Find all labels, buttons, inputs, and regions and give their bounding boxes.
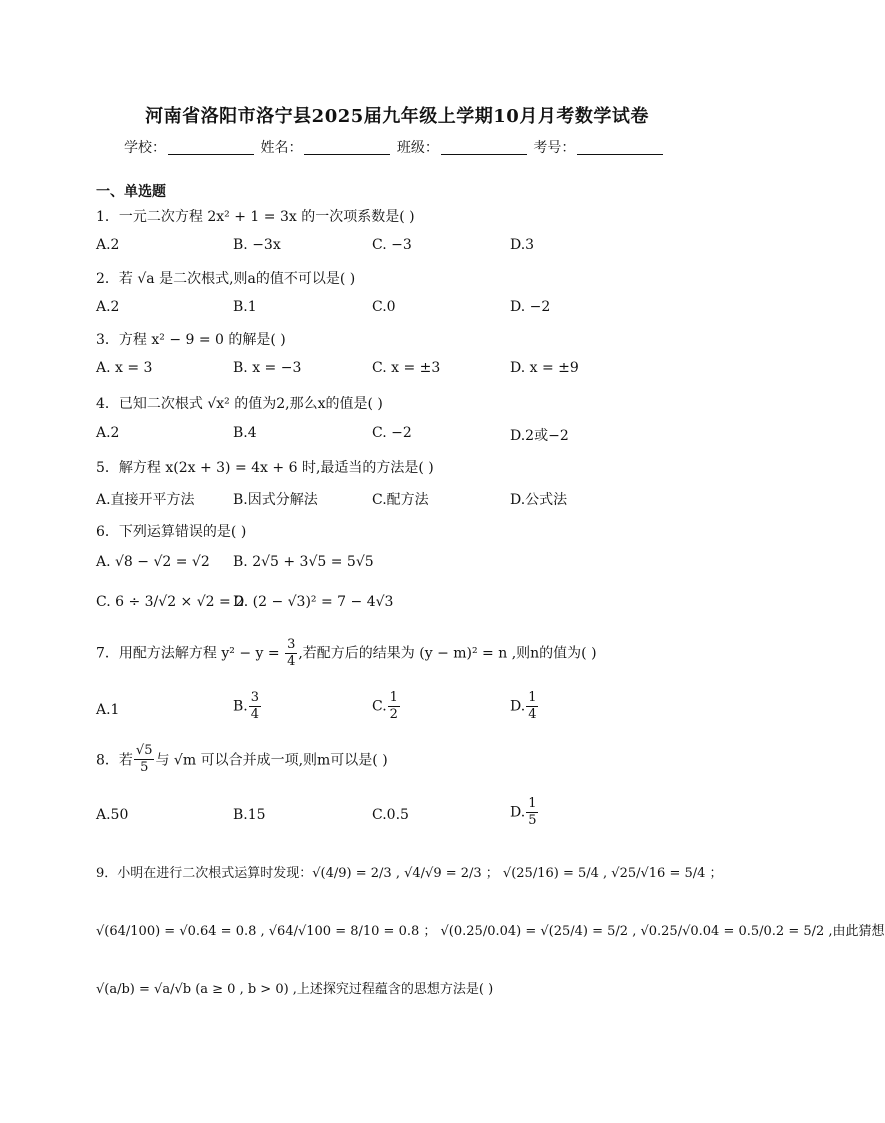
- q7-option-d[interactable]: D. $\frac{1}{4}$: [510, 690, 537, 722]
- q3-option-d[interactable]: D. x = ±9: [510, 360, 579, 376]
- number-label: 考号：: [533, 140, 576, 156]
- class-label: 班级：: [396, 140, 439, 156]
- q4-option-a[interactable]: A.2: [96, 425, 120, 441]
- q5-option-a[interactable]: A.直接开平方法: [96, 492, 195, 508]
- q7-text-post: ,若配方后的结果为 (y − m)² = n ,则n的值为( ): [298, 645, 597, 662]
- question-6: 6．下列运算错误的是( ): [96, 524, 247, 540]
- q2-option-b[interactable]: B.1: [233, 299, 257, 315]
- q7-option-b[interactable]: B. $\frac{3}{4}$: [233, 690, 260, 722]
- q3-option-a[interactable]: A. x = 3: [96, 360, 153, 376]
- question-5: 5．解方程 x(2x + 3) = 4x + 6 时,最适当的方法是( ): [96, 460, 434, 476]
- question-8: 8．若 $\frac{√5}{5}$ 与 √m 可以合并成一项,则m可以是( ): [96, 743, 388, 775]
- q7-option-a[interactable]: A.1: [96, 702, 120, 718]
- q7-fraction: $\frac{3}{4}$: [287, 637, 296, 669]
- question-2: 2．若 √a 是二次根式,则a的值不可以是( ): [96, 271, 356, 287]
- student-info-line: [124, 137, 665, 157]
- q5-option-c[interactable]: C.配方法: [372, 492, 429, 508]
- q8-option-c[interactable]: C.0.5: [372, 807, 409, 823]
- question-4: 4．已知二次根式 √x² 的值为2,那么x的值是( ): [96, 396, 383, 412]
- q6-option-d[interactable]: D. (2 − √3)² = 7 − 4√3: [233, 594, 394, 610]
- q4-option-c[interactable]: C. −2: [372, 425, 412, 441]
- q5-option-b[interactable]: B.因式分解法: [233, 492, 318, 508]
- q8-option-b[interactable]: B.15: [233, 807, 266, 823]
- q8-option-d[interactable]: D. $\frac{1}{5}$: [510, 796, 537, 828]
- q2-option-a[interactable]: A.2: [96, 299, 120, 315]
- q8-option-a[interactable]: A.50: [96, 807, 129, 823]
- q1-option-b[interactable]: B. −3x: [233, 237, 281, 253]
- q6-option-b[interactable]: B. 2√5 + 3√5 = 5√5: [233, 554, 374, 570]
- question-9-line-1: 9．小明在进行二次根式运算时发现：√(4/9) = 2/3 , √4/√9 = 2/3 ； √(25/16) = 5/4 , √25/√16 = 5/4 ；: [96, 866, 723, 881]
- question-3: 3．方程 x² − 9 = 0 的解是( ): [96, 332, 286, 348]
- question-1: 1．一元二次方程 2x² + 1 = 3x 的一次项系数是( ): [96, 209, 415, 225]
- name-label: 姓名：: [260, 140, 303, 156]
- q3-option-c[interactable]: C. x = ±3: [372, 360, 441, 376]
- q7-option-c[interactable]: C. $\frac{1}{2}$: [372, 690, 398, 722]
- number-blank[interactable]: [577, 140, 663, 155]
- q2-option-c[interactable]: C.0: [372, 299, 396, 315]
- page-title: 河南省洛阳市洛宁县2025届九年级上学期10月月考数学试卷: [145, 106, 649, 127]
- section-heading: 一、单选题: [96, 184, 166, 200]
- q4-option-b[interactable]: B.4: [233, 425, 257, 441]
- name-blank[interactable]: [304, 140, 390, 155]
- class-blank[interactable]: [441, 140, 527, 155]
- school-label: 学校：: [124, 140, 166, 156]
- q2-option-d[interactable]: D. −2: [510, 299, 551, 315]
- q3-option-b[interactable]: B. x = −3: [233, 360, 302, 376]
- q4-option-d[interactable]: D.2或−2: [510, 428, 569, 444]
- q1-option-a[interactable]: A.2: [96, 237, 120, 253]
- question-9-line-2: √(64/100) = √0.64 = 0.8 , √64/√100 = 8/10 = 0.8 ； √(0.25/0.04) = √(25/4) = 5/2 , √0.25/√0.04 = 0.5/0.2 = 5/2 ,由此猜想: [96, 924, 885, 939]
- q6-option-c[interactable]: C. 6 ÷ 3/√2 × √2 = 2: [96, 594, 245, 610]
- question-7: [96, 637, 597, 670]
- q1-option-c[interactable]: C. −3: [372, 237, 412, 253]
- q6-option-a[interactable]: A. √8 − √2 = √2: [96, 554, 210, 570]
- q5-option-d[interactable]: D.公式法: [510, 492, 568, 508]
- question-9-line-3: √(a/b) = √a/√b (a ≥ 0 , b > 0) ,上述探究过程蕴含的思想方法是( ): [96, 982, 494, 997]
- q8-fraction: $\frac{√5}{5}$: [135, 743, 153, 775]
- q7-text-pre: 7．用配方法解方程 y² − y =: [96, 645, 285, 662]
- school-blank[interactable]: [168, 140, 254, 155]
- q1-option-d[interactable]: D.3: [510, 237, 535, 253]
